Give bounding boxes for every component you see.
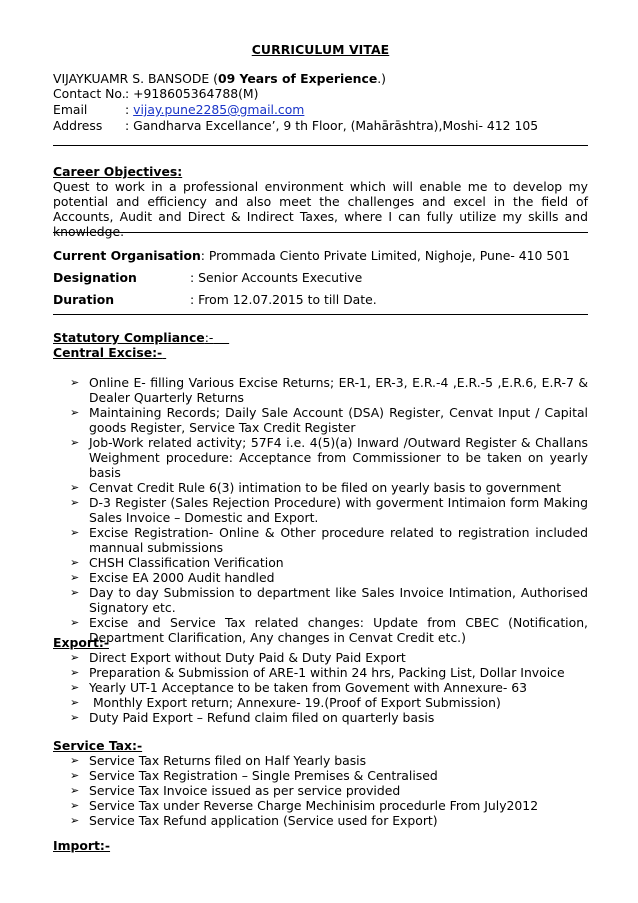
list-item: ➢ Excise Registration- Online & Other procedure related to registration included mannual submissions: [53, 525, 588, 555]
organisation-value: : Prommada Ciento Private Limited, Nighoje, Pune- 410 501: [200, 248, 571, 263]
list-item: ➢ Excise EA 2000 Audit handled: [53, 570, 588, 585]
paren-open: (: [213, 71, 218, 86]
central-excise-heading: Central Excise:-: [53, 345, 163, 360]
designation-row: [53, 270, 588, 285]
list-item: ➢ Cenvat Credit Rule 6(3) intimation to be filed on yearly basis to government: [53, 480, 588, 495]
list-item: ➢ Service Tax Invoice issued as per service provided: [53, 783, 588, 798]
list-item: ➢ Excise and Service Tax related changes: Update from CBEC (Notification, Department Clarification, Any changes in Cenvat Credit etc.): [53, 615, 588, 645]
section-divider: [53, 314, 588, 315]
email-label: Email: [53, 102, 88, 117]
list-item: ➢ Yearly UT-1 Acceptance to be taken from Govement with Annexure- 63: [53, 680, 588, 695]
contact-label: Contact No.: [53, 86, 126, 101]
email-separator: :: [125, 102, 134, 117]
export-list: [53, 650, 588, 725]
career-objectives-heading: Career Objectives:: [53, 164, 183, 179]
statutory-compliance-section: [53, 330, 588, 645]
contact-line: [53, 86, 588, 101]
name-line: [53, 71, 588, 86]
central-excise-heading-line: [53, 345, 588, 360]
list-item: ➢ Monthly Export return; Annexure- 19.(Proof of Export Submission): [53, 695, 588, 710]
list-item: ➢ Preparation & Submission of ARE-1 within 24 hrs, Packing List, Dollar Invoice: [53, 665, 588, 680]
list-item: ➢ Direct Export without Duty Paid & Duty Paid Export: [53, 650, 588, 665]
central-excise-list: [53, 375, 588, 645]
duration-row: [53, 292, 588, 307]
candidate-name: VIJAYKUAMR S. BANSODE: [53, 71, 210, 86]
list-item: ➢ Online E- filling Various Excise Returns; ER-1, ER-3, E.R.-4 ,E.R.-5 ,E.R.6, E.R-7 & Dealer Quarterly Returns: [53, 375, 588, 405]
duration-value: : From 12.07.2015 to till Date.: [190, 292, 377, 307]
list-item: ➢ Maintaining Records; Daily Sale Account (DSA) Register, Cenvat Input / Capital goods Register, Service Tax Credit Register: [53, 405, 588, 435]
service-tax-heading: Service Tax:-: [53, 738, 143, 753]
career-objectives-text: Quest to work in a professional environment which will enable me to develop my potential and efficiency and also meet the challenges and excel in the field of Accounts, Audit and Direct & Indirect Taxes, where I can fully utilize my skills and knowledge.: [53, 179, 588, 239]
statutory-heading-line: [53, 330, 588, 345]
list-item: ➢ CHSH Classification Verification: [53, 555, 588, 570]
email-line: [53, 102, 588, 117]
address-line: [53, 118, 588, 133]
statutory-heading-suffix: :-: [204, 330, 214, 345]
organisation-label: Current Organisation: [53, 248, 201, 263]
designation-value: : Senior Accounts Executive: [190, 270, 363, 285]
contact-value: : +918605364788(M): [125, 86, 259, 101]
list-item: ➢ Service Tax Returns filed on Half Yearly basis: [53, 753, 588, 768]
career-objectives-section: [53, 164, 588, 239]
list-item: ➢ Service Tax under Reverse Charge Mechinisim procedurle From July2012: [53, 798, 588, 813]
heading-underline-space: [162, 345, 166, 360]
section-divider: [53, 232, 588, 233]
organisation-row: [53, 248, 588, 263]
section-divider: [53, 145, 588, 146]
address-value: : Gandharva Excellance’, 9 th Floor, (Mahārāshtra),Moshi- 412 105: [125, 118, 539, 133]
address-label: Address: [53, 118, 103, 133]
list-item: ➢ Service Tax Refund application (Service used for Export): [53, 813, 588, 828]
statutory-heading: Statutory Compliance: [53, 330, 205, 345]
list-item: ➢ D-3 Register (Sales Rejection Procedure) with goverment Intimaion form Making Sales Invoice – Domestic and Export.: [53, 495, 588, 525]
list-item: ➢ Service Tax Registration – Single Premises & Centralised: [53, 768, 588, 783]
export-section: [53, 635, 588, 725]
service-tax-section: [53, 738, 588, 828]
heading-underline-space: [213, 330, 229, 345]
designation-label: Designation: [53, 270, 137, 285]
paren-close: .): [377, 71, 387, 86]
experience-years: 09 Years of Experience: [218, 71, 378, 86]
service-tax-list: [53, 753, 588, 828]
email-link[interactable]: vijay.pune2285@gmail.com: [133, 102, 305, 117]
duration-label: Duration: [53, 292, 115, 307]
list-item: ➢ Day to day Submission to department like Sales Invoice Intimation, Authorised Signatory etc.: [53, 585, 588, 615]
list-item: ➢ Job-Work related activity; 57F4 i.e. 4(5)(a) Inward /Outward Register & Challans Weighment procedure: Acceptance from Commissioner to be taken on yearly basis: [53, 435, 588, 480]
list-item: ➢ Duty Paid Export – Refund claim filed on quarterly basis: [53, 710, 588, 725]
import-heading: Import:-: [53, 838, 111, 853]
import-section: [53, 838, 588, 853]
export-heading: Export:-: [53, 635, 109, 650]
document-title: CURRICULUM VITAE: [251, 42, 390, 57]
